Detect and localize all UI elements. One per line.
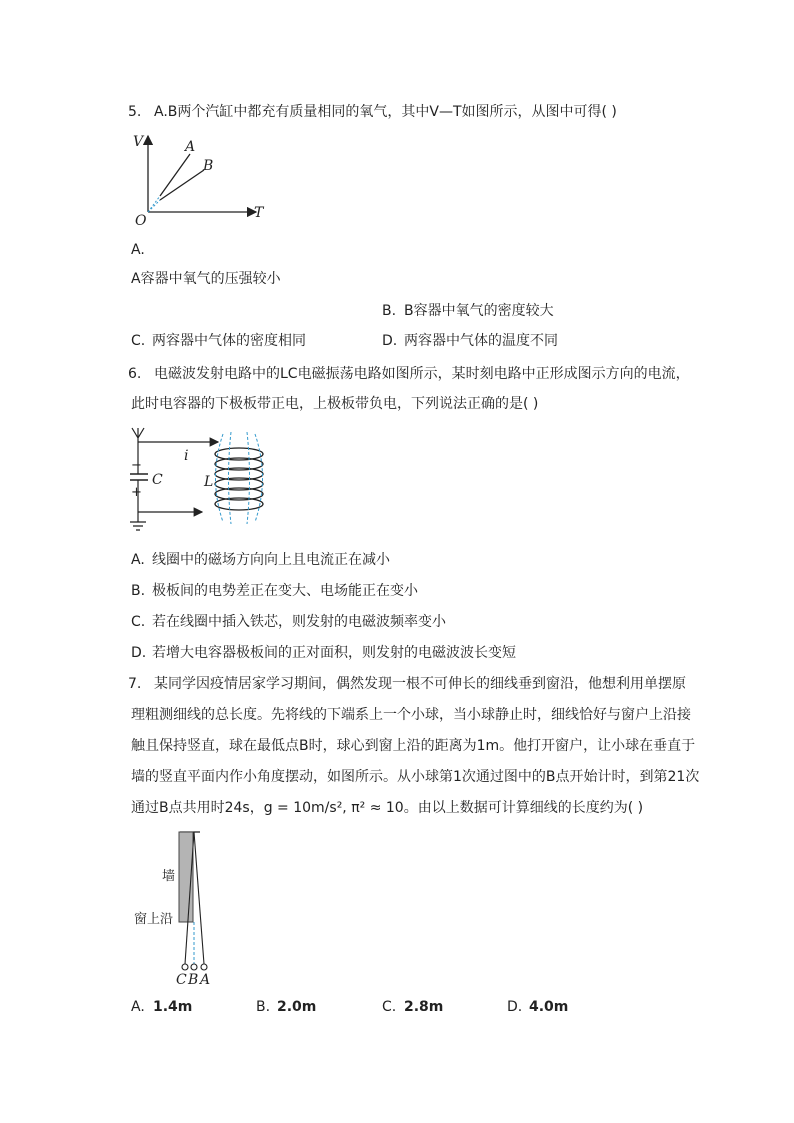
q6-option-d-label: D.	[131, 645, 147, 661]
q6-option-b-label: B.	[131, 583, 146, 599]
point-c-label: C	[176, 972, 187, 988]
inductor-label: L	[204, 474, 214, 490]
q7-option-b-label: B.	[256, 999, 271, 1015]
t-axis-label: T	[254, 205, 264, 221]
plus-sign: +	[131, 485, 142, 500]
ball-c	[182, 964, 188, 970]
q5-option-d-text: 两容器中气体的温度不同	[404, 333, 558, 349]
q6-number: 6.	[128, 366, 142, 382]
q6-option-b-text: 极板间的电势差正在变大、电场能正在变小	[152, 583, 418, 599]
q5-option-b-label: B.	[382, 303, 397, 319]
ball-a	[201, 964, 207, 970]
vt-graph-figure	[128, 128, 268, 228]
q7-option-c-text: 2.8m	[404, 999, 444, 1015]
q7-option-a-text: 1.4m	[153, 999, 193, 1015]
q7-option-d-label: D.	[507, 999, 523, 1015]
q5-option-d-label: D.	[382, 333, 398, 349]
q6-option-a-text: 线圈中的磁场方向向上且电流正在减小	[152, 552, 390, 568]
q6-option-a-label: A.	[131, 552, 145, 568]
point-b-label: B	[188, 972, 199, 988]
q6-option-c-label: C.	[131, 614, 146, 630]
q7-option-d-text: 4.0m	[529, 999, 569, 1015]
q5-option-b-text: B容器中氧气的密度较大	[404, 303, 554, 319]
q7-stem-line2: 理粗测细线的总长度。先将线的下端系上一个小球，当小球静止时，细线恰好与窗户上沿接	[131, 707, 691, 723]
q6-option-c-text: 若在线圈中插入铁芯，则发射的电磁波频率变小	[152, 614, 446, 630]
line-a-label: A	[185, 139, 196, 155]
q6-stem-line1: 电磁波发射电路中的LC电磁振荡电路如图所示，某时刻电路中正形成图示方向的电流，	[154, 366, 690, 382]
q7-stem-line1: 某同学因疫情居家学习期间，偶然发现一根不可伸长的细线垂到窗沿，他想利用单摆原	[154, 676, 686, 692]
q7-stem-line4: 墙的竖直平面内作小角度摆动，如图所示。从小球第1次通过图中的B点开始计时，到第21次	[131, 769, 700, 785]
q6-option-d-text: 若增大电容器极板间的正对面积，则发射的电磁波波长变短	[152, 645, 516, 661]
q7-option-a-label: A.	[131, 999, 145, 1015]
q7-option-b-text: 2.0m	[277, 999, 317, 1015]
q5-stem: A.B两个汽缸中都充有质量相同的氧气，其中V—T如图所示，从图中可得( )	[154, 104, 617, 120]
wall-label: 墙	[162, 869, 176, 884]
point-a-label: A	[200, 972, 211, 988]
q5-option-a-text: A容器中氧气的压强较小	[131, 271, 281, 287]
line-a-extension	[148, 196, 160, 212]
minus-sign: −	[131, 458, 142, 473]
q6-stem-line2: 此时电容器的下极板带正电，上极板带负电，下列说法正确的是( )	[131, 396, 539, 412]
q7-option-c-label: C.	[382, 999, 397, 1015]
line-b-extension	[148, 200, 160, 212]
q5-number: 5.	[128, 104, 142, 120]
q5-option-c-text: 两容器中气体的密度相同	[152, 333, 306, 349]
inductor-coil-icon	[215, 448, 263, 510]
origin-label: O	[135, 213, 147, 228]
window-edge-label: 窗上沿	[134, 912, 174, 927]
ground-icon	[130, 522, 146, 530]
line-b-label: B	[203, 158, 214, 174]
q5-option-a-label: A.	[131, 242, 145, 258]
line-b	[160, 170, 204, 200]
pendulum-window-figure	[128, 826, 238, 990]
capacitor-label: C	[152, 472, 163, 488]
q5-option-c-label: C.	[131, 333, 146, 349]
q7-stem-line5: 通过B点共用时24s，g = 10m/s², π² ≈ 10。由以上数据可计算细线的长度约为( )	[131, 800, 644, 816]
ball-b	[191, 964, 197, 970]
current-label: i	[184, 448, 189, 464]
lc-circuit-figure	[126, 424, 276, 532]
v-axis-label: V	[133, 134, 144, 150]
q7-stem-line3: 触且保持竖直，球在最低点B时，球心到窗上沿的距离为1m。他打开窗户，让小球在垂直于	[131, 738, 696, 754]
string-to-a	[194, 832, 204, 964]
q7-number: 7.	[128, 676, 142, 692]
